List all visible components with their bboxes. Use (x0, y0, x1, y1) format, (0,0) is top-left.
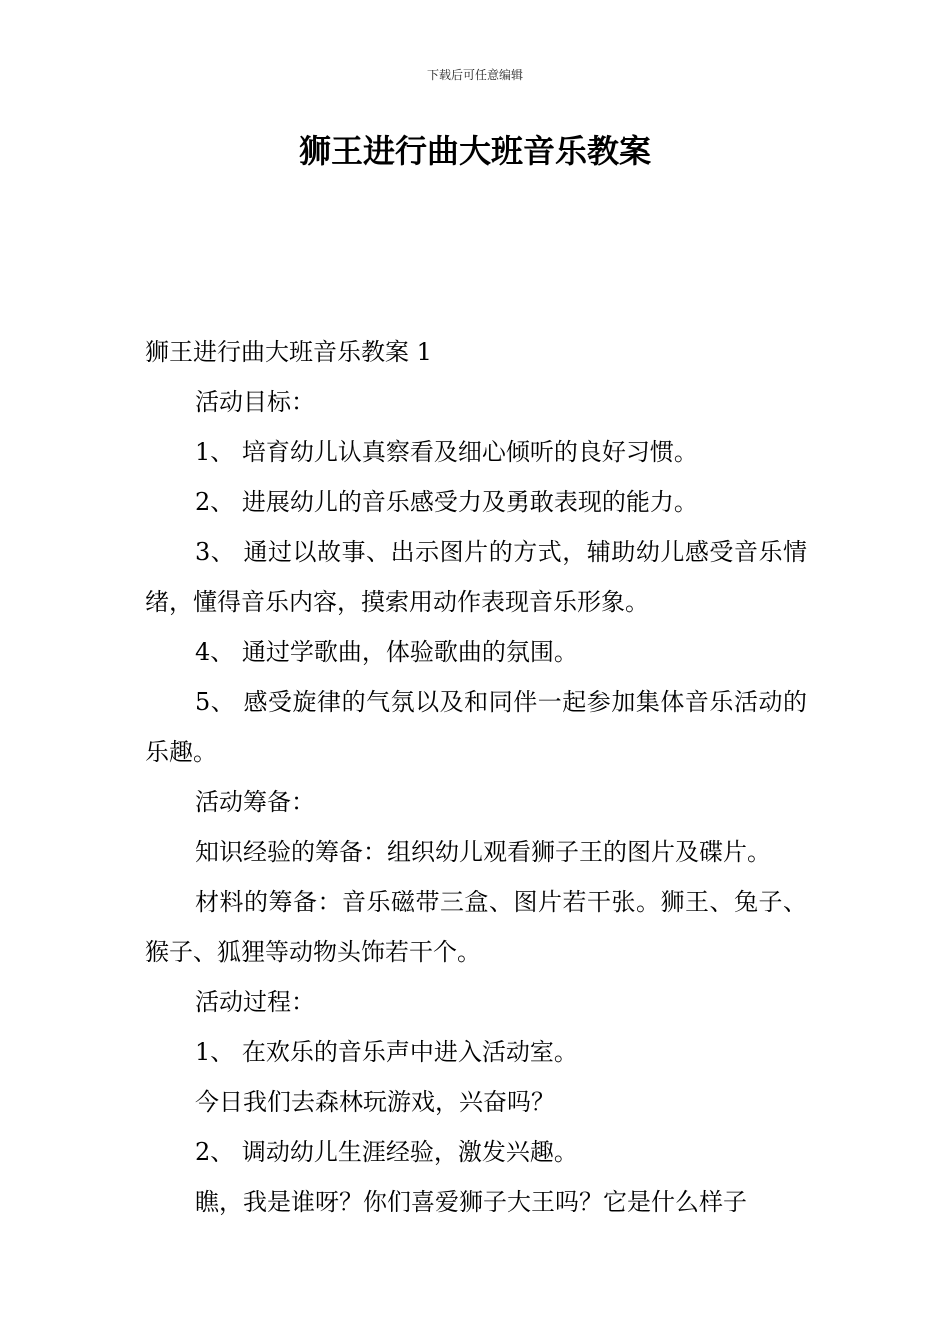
header-note: 下载后可任意编辑 (426, 68, 523, 82)
paragraph-process-1-text: 今日我们去森林玩游戏，兴奋吗？ (195, 1088, 555, 1116)
paragraph-goals-heading: 活动目标： (195, 388, 315, 416)
paragraph-goal-5: 5、 感受旋律的气氛以及和同伴一起参加集体音乐活动的乐趣。 (145, 688, 807, 766)
paragraph-goal-3: 3、 通过以故事、出示图片的方式，辅助幼儿感受音乐情绪，懂得音乐内容，摸索用动作表现音乐形象。 (145, 538, 807, 616)
paragraph-goal-4: 4、 通过学歌曲，体验歌曲的氛围。 (195, 638, 578, 666)
paragraph-goal-2: 2、 进展幼儿的音乐感受力及勇敢表现的能力。 (195, 488, 698, 516)
paragraph-process-2: 2、 调动幼儿生涯经验，激发兴趣。 (195, 1138, 578, 1166)
paragraph-prep-heading: 活动筹备： (195, 788, 315, 816)
paragraph-prep-materials: 材料的筹备：音乐磁带三盒、图片若干张。狮王、兔子、猴子、狐狸等动物头饰若干个。 (145, 888, 807, 966)
document-title: 狮王进行曲大班音乐教案 (298, 132, 651, 170)
paragraph-process-1: 1、 在欢乐的音乐声中进入活动室。 (195, 1038, 578, 1066)
paragraph-prep-knowledge: 知识经验的筹备：组织幼儿观看狮子王的图片及碟片。 (195, 838, 771, 866)
paragraph-process-heading: 活动过程： (195, 988, 315, 1016)
document-body (145, 327, 807, 1227)
section-heading: 狮王进行曲大班音乐教案 1 (145, 338, 432, 366)
paragraph-goal-1: 1、 培育幼儿认真察看及细心倾听的良好习惯。 (195, 438, 698, 466)
paragraph-process-2-text: 瞧，我是谁呀？你们喜爱狮子大王吗？它是什么样子 (195, 1188, 747, 1216)
